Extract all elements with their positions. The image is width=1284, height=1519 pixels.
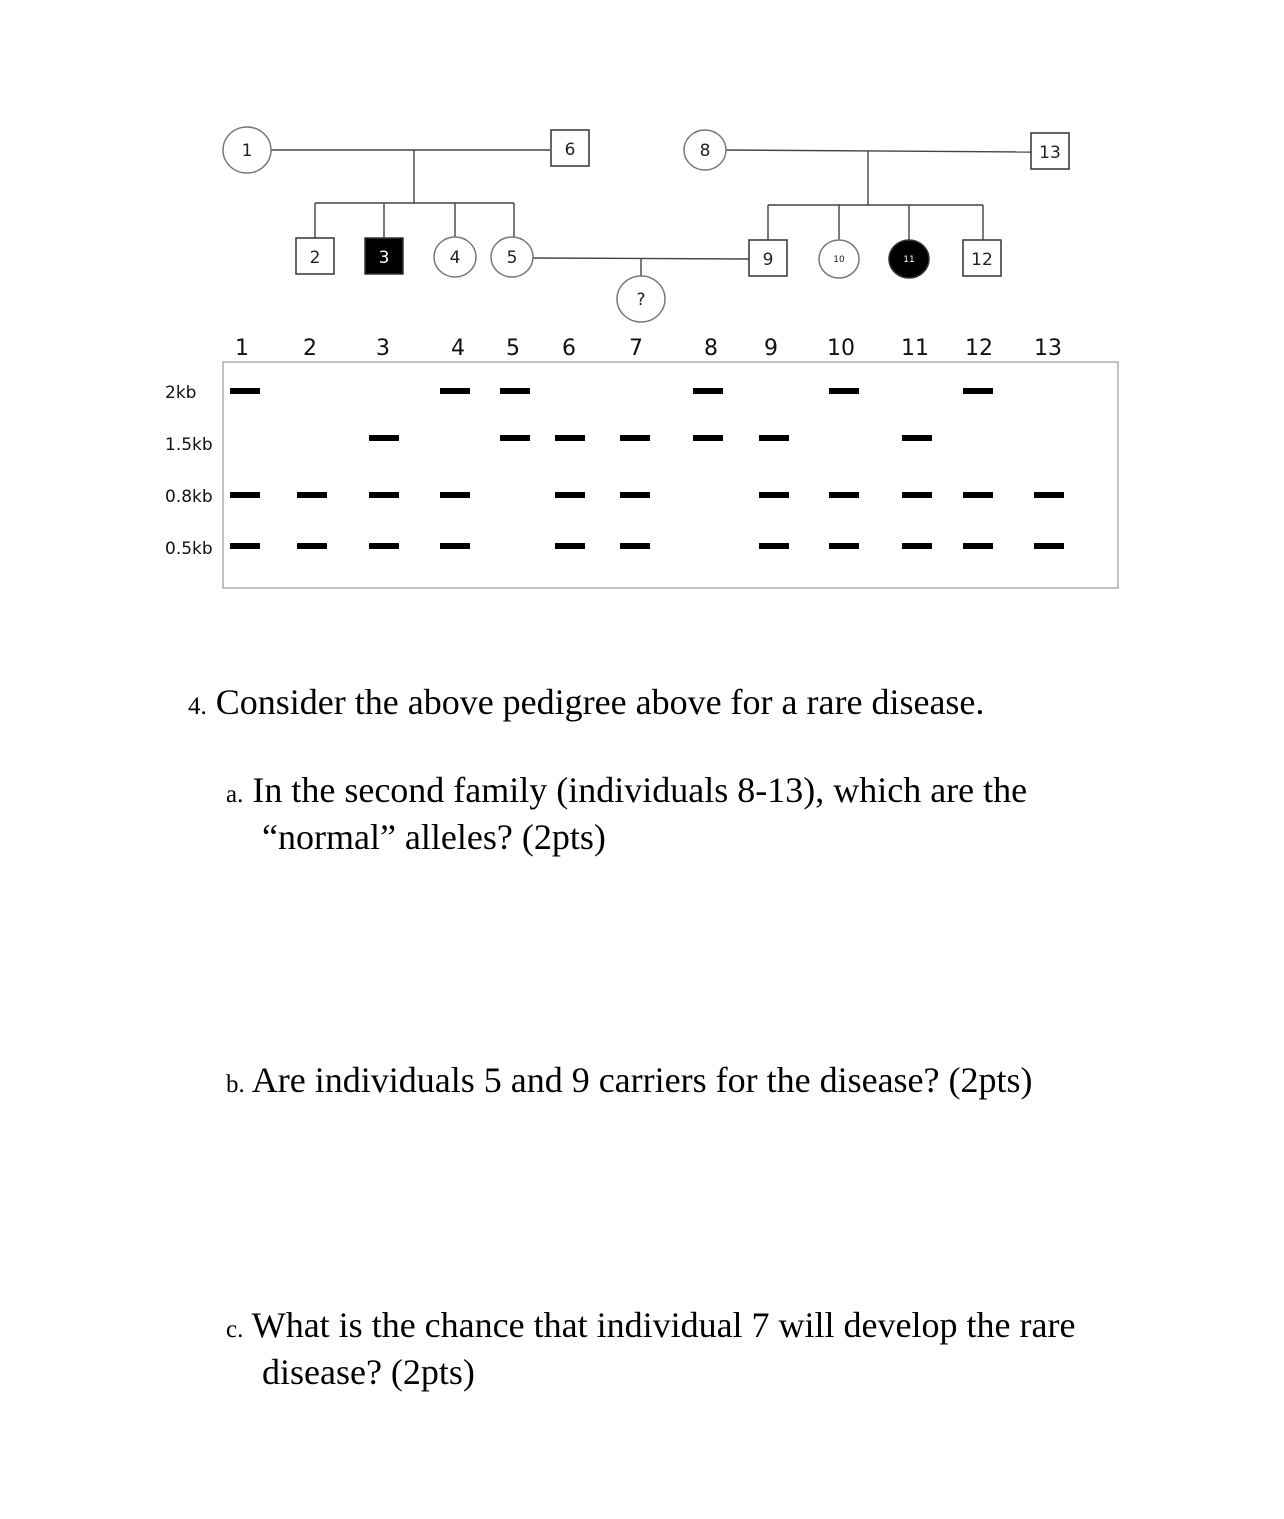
size-label-0-8kb: 0.8kb bbox=[165, 487, 213, 507]
band-lane3-1-5kb bbox=[369, 435, 399, 441]
band-lane11-1-5kb bbox=[902, 435, 932, 441]
band-lane2-0-5kb bbox=[297, 543, 327, 549]
band-lane2-0-8kb bbox=[297, 492, 327, 498]
individual-label: 8 bbox=[699, 141, 711, 161]
size-label-2kb: 2kb bbox=[165, 383, 197, 403]
band-lane9-0-8kb bbox=[759, 492, 789, 498]
band-lane10-0-5kb bbox=[829, 543, 859, 549]
lane-label-8: 8 bbox=[704, 336, 718, 361]
lane-label-1: 1 bbox=[235, 336, 249, 361]
band-lane6-0-8kb bbox=[555, 492, 585, 498]
individual-label: 10 bbox=[833, 255, 845, 265]
individual-label: 4 bbox=[449, 248, 461, 268]
band-lane6-0-5kb bbox=[555, 543, 585, 549]
band-lane4-0-8kb bbox=[440, 492, 470, 498]
individual-8 bbox=[684, 130, 726, 170]
lane-label-13: 13 bbox=[1034, 336, 1062, 361]
lane-label-5: 5 bbox=[506, 336, 520, 361]
band-lane1-0-5kb bbox=[230, 543, 260, 549]
band-lane10-0-8kb bbox=[829, 492, 859, 498]
individual-13 bbox=[1031, 133, 1069, 169]
question-4-text: Consider the above pedigree above for a rare disease. bbox=[215, 682, 985, 722]
pedigree-symbols bbox=[223, 127, 1069, 322]
band-lane1-2kb bbox=[230, 388, 260, 394]
question-a bbox=[226, 769, 1027, 859]
band-lane5-2kb bbox=[500, 388, 530, 394]
band-lane7-0-5kb bbox=[620, 543, 650, 549]
band-lane8-1-5kb bbox=[693, 435, 723, 441]
individual-7 bbox=[617, 276, 665, 322]
gel-frame bbox=[223, 362, 1118, 588]
lane-label-7: 7 bbox=[629, 336, 643, 361]
band-lane1-0-8kb bbox=[230, 492, 260, 498]
band-lane11-0-8kb bbox=[902, 492, 932, 498]
lane-label-9: 9 bbox=[764, 336, 778, 361]
question-c-marker: c. bbox=[226, 1316, 244, 1343]
question-4 bbox=[188, 681, 984, 728]
individual-12 bbox=[963, 240, 1001, 276]
band-lane9-0-5kb bbox=[759, 543, 789, 549]
gel-bands bbox=[230, 388, 1064, 549]
individual-label: 11 bbox=[903, 255, 915, 265]
individual-label: 12 bbox=[971, 250, 993, 270]
band-lane3-0-8kb bbox=[369, 492, 399, 498]
pedigree-gel-figure bbox=[0, 0, 1284, 620]
individual-1 bbox=[223, 127, 271, 173]
question-b-marker: b. bbox=[226, 1071, 245, 1098]
individual-11 bbox=[889, 240, 929, 278]
question-a-line2: “normal” alleles? (2pts) bbox=[262, 817, 606, 857]
band-lane6-1-5kb bbox=[555, 435, 585, 441]
individual-2 bbox=[296, 238, 334, 274]
band-lane13-0-5kb bbox=[1034, 543, 1064, 549]
individual-5 bbox=[491, 237, 533, 277]
question-a-line1: In the second family (individuals 8-13), which are the bbox=[252, 770, 1028, 810]
band-lane12-0-5kb bbox=[963, 543, 993, 549]
question-4-marker: 4. bbox=[188, 693, 207, 720]
individual-9 bbox=[749, 240, 787, 276]
lane-label-2: 2 bbox=[303, 336, 317, 361]
lane-label-12: 12 bbox=[965, 336, 993, 361]
question-c-line2: disease? (2pts) bbox=[262, 1352, 475, 1392]
band-lane12-2kb bbox=[963, 388, 993, 394]
band-lane13-0-8kb bbox=[1034, 492, 1064, 498]
band-lane4-2kb bbox=[440, 388, 470, 394]
band-lane7-0-8kb bbox=[620, 492, 650, 498]
individual-label: 5 bbox=[506, 248, 518, 268]
lane-label-6: 6 bbox=[562, 336, 576, 361]
question-c-line1: What is the chance that individual 7 will develop the rare bbox=[251, 1305, 1076, 1345]
individual-label: ? bbox=[636, 290, 646, 310]
lane-label-10: 10 bbox=[827, 336, 855, 361]
band-lane3-0-5kb bbox=[369, 543, 399, 549]
individual-label: 6 bbox=[564, 140, 576, 160]
question-a-marker: a. bbox=[226, 781, 244, 808]
question-b-text: Are individuals 5 and 9 carriers for the disease? (2pts) bbox=[251, 1060, 1033, 1100]
individual-10 bbox=[819, 240, 859, 278]
band-lane11-0-5kb bbox=[902, 543, 932, 549]
lane-label-11: 11 bbox=[901, 336, 929, 361]
size-label-0-5kb: 0.5kb bbox=[165, 539, 213, 559]
band-lane5-1-5kb bbox=[500, 435, 530, 441]
individual-6 bbox=[551, 130, 589, 166]
band-lane12-0-8kb bbox=[963, 492, 993, 498]
band-lane8-2kb bbox=[693, 388, 723, 394]
band-lane10-2kb bbox=[829, 388, 859, 394]
individual-4 bbox=[434, 237, 476, 277]
question-c bbox=[226, 1304, 1075, 1394]
individual-3 bbox=[365, 238, 403, 274]
lane-label-3: 3 bbox=[376, 336, 390, 361]
gel-labels bbox=[165, 336, 1062, 559]
individual-label: 13 bbox=[1039, 143, 1061, 163]
individual-label: 9 bbox=[762, 250, 774, 270]
size-label-1-5kb: 1.5kb bbox=[165, 435, 213, 455]
band-lane4-0-5kb bbox=[440, 543, 470, 549]
individual-label: 2 bbox=[309, 248, 321, 268]
individual-label: 3 bbox=[378, 248, 390, 268]
band-lane9-1-5kb bbox=[759, 435, 789, 441]
lane-label-4: 4 bbox=[451, 336, 465, 361]
question-b bbox=[226, 1059, 1033, 1106]
band-lane7-1-5kb bbox=[620, 435, 650, 441]
individual-label: 1 bbox=[241, 141, 253, 161]
